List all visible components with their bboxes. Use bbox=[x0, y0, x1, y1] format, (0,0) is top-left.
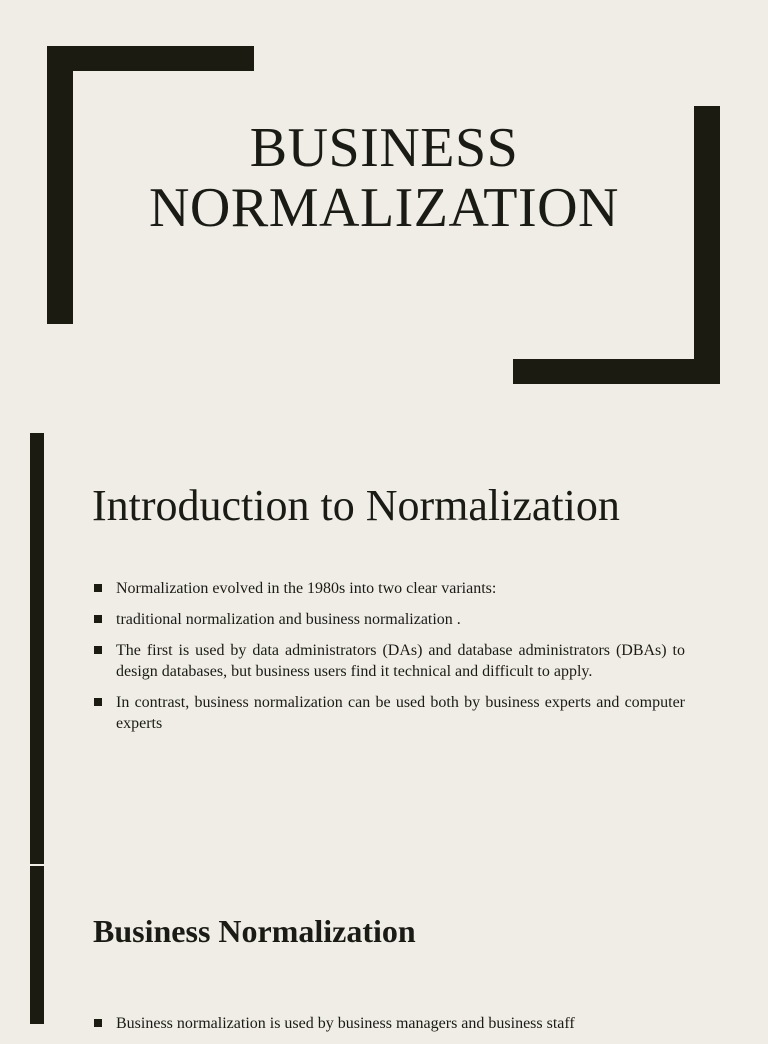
list-item bbox=[92, 640, 685, 682]
list-item bbox=[92, 692, 685, 734]
square-bullet-icon bbox=[94, 1019, 102, 1027]
list-item-text: The first is used by data administrators (DAs) and database administrators (DBAs) to design databases, but business users find it technical and difficult to apply. bbox=[116, 642, 685, 680]
square-bullet-icon bbox=[94, 615, 102, 623]
frame-top-left-horizontal bbox=[47, 46, 254, 71]
business-normalization-slide bbox=[0, 864, 768, 1032]
title-slide bbox=[0, 0, 768, 432]
list-item-text: In contrast, business normalization can be used both by business experts and computer experts bbox=[116, 694, 685, 732]
list-item-text: Normalization evolved in the 1980s into two clear variants: bbox=[116, 580, 497, 597]
slide-title-line-2: NORMALIZATION bbox=[148, 177, 619, 239]
list-item bbox=[92, 609, 685, 630]
slide-title bbox=[0, 118, 768, 238]
list-item bbox=[92, 578, 685, 599]
slide-title-line-1: BUSINESS bbox=[249, 117, 519, 179]
frame-bottom-right-horizontal bbox=[513, 359, 720, 384]
introduction-slide bbox=[0, 432, 768, 864]
square-bullet-icon bbox=[94, 646, 102, 654]
square-bullet-icon bbox=[94, 698, 102, 706]
left-accent-bar bbox=[30, 433, 44, 864]
list-item-text: traditional normalization and business normalization . bbox=[116, 611, 461, 628]
left-accent-bar bbox=[30, 866, 44, 1024]
bullet-list bbox=[92, 1013, 685, 1044]
bullet-list bbox=[92, 578, 685, 744]
square-bullet-icon bbox=[94, 584, 102, 592]
list-item-text: Business normalization is used by business managers and business staff bbox=[116, 1015, 575, 1032]
slide-heading: Introduction to Normalization bbox=[92, 481, 620, 530]
slide-heading: Business Normalization bbox=[93, 913, 416, 949]
